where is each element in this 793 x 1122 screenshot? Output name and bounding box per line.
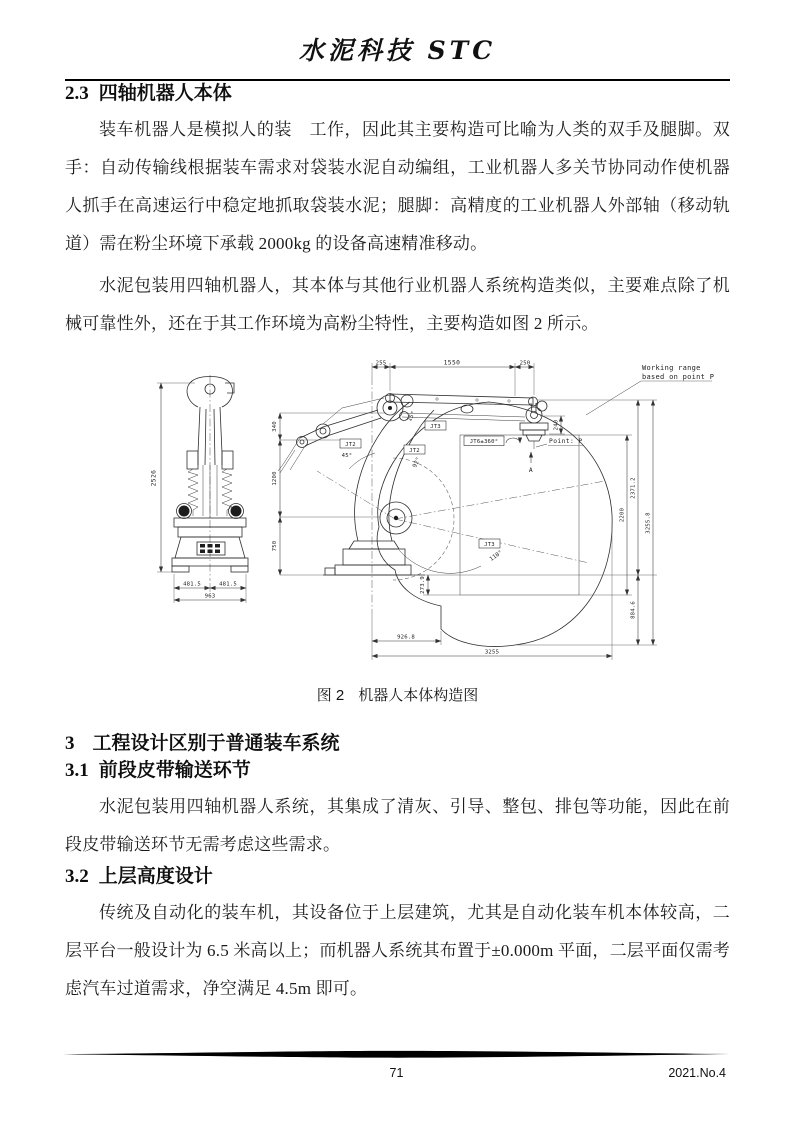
heading-3-2-number: 3.2 xyxy=(65,866,89,887)
dim-3255-8: 3255.8 xyxy=(645,512,652,534)
heading-2-3-title: 四轴机器人本体 xyxy=(98,83,232,104)
heading-2-3-number: 2.3 xyxy=(65,83,89,104)
label-jt2-right: JT2 xyxy=(409,448,420,454)
page-number: 71 xyxy=(389,1066,404,1080)
label-point-p: Point: P xyxy=(549,438,583,445)
paragraph-3-1: 水泥包装用四轴机器人系统，其集成了清灰、引导、整包、排包等功能，因此在前段皮带输送环节无需考虑这些需求。 xyxy=(65,797,730,854)
dim-750: 750 xyxy=(272,540,278,552)
side-view xyxy=(272,360,714,661)
label-angle-15: 15° xyxy=(406,410,418,423)
journal-title: 水泥科技 STC xyxy=(298,36,497,65)
label-angle-92: 92° xyxy=(412,456,423,469)
dim-1200: 1200 xyxy=(272,471,278,486)
robot-construction-diagram xyxy=(137,353,732,680)
working-area-box xyxy=(460,435,579,595)
heading-3 xyxy=(65,730,730,758)
heading-3-1-number: 3.1 xyxy=(65,760,89,781)
paragraph-3-2: 传统及自动化的装车机，其设备位于上层建筑，尤其是自动化装车机本体较高，二层平台一般设计为 6.5 米高以上；而机器人系统其布置于±0.000m 平面，二层平面仅需考虑汽车过道需求，净空满足 4.5m 即可。 xyxy=(65,903,731,998)
label-angle-45: 45° xyxy=(341,453,353,459)
working-range-label-line2: based on point P xyxy=(642,373,715,381)
front-view xyxy=(151,375,249,603)
heading-2-3 xyxy=(65,81,730,107)
paragraph-2-3-b: 水泥包装用四轴机器人，其本体与其他行业机器人系统构造类似，主要难点除了机械可靠性外，还在于其工作环境为高粉尘特性，主要构造如图 2 所示。 xyxy=(65,276,730,333)
dim-2371-2: 2371.2 xyxy=(630,477,637,499)
label-jt3-bottom: JT3 xyxy=(484,542,495,548)
dim-2200: 2200 xyxy=(619,507,626,523)
label-jt2-left: JT2 xyxy=(345,442,356,448)
dim-255: 255 xyxy=(375,360,387,367)
dim-250: 250 xyxy=(519,360,531,367)
heading-3-1 xyxy=(65,758,730,784)
dim-884-6: 884.6 xyxy=(630,601,637,619)
dim-340: 340 xyxy=(272,421,278,432)
paragraph-2-3-a: 装车机器人是模拟人的装 工作，因此其主要构造可比喻为人类的双手及腿脚。双手：自动传输线根据装车需求对袋装水泥自动编组，工业机器人多关节协同动作使机器人抓手在高速运行中稳定地抓取袋装水泥；腿脚：高精度的工业机器人外部轴（移动轨道）需在粉尘环境下承载 2000kg 的设备高速精准移动。 xyxy=(65,120,730,253)
dim-240: 240 xyxy=(553,419,560,431)
dim-273-9: 273.9 xyxy=(420,576,426,594)
dim-2526: 2526 xyxy=(150,469,158,487)
figure-caption xyxy=(65,686,730,706)
label-angle-110: 110° xyxy=(488,549,504,563)
heading-3-title: 工程设计区别于普通装车系统 xyxy=(92,733,340,754)
heading-3-2-title: 上层高度设计 xyxy=(98,866,213,887)
heading-3-2 xyxy=(65,864,730,890)
dim-481-5-right: 481.5 xyxy=(219,581,237,588)
issue-label: 2021.No.4 xyxy=(668,1066,726,1080)
dim-926-8: 926.8 xyxy=(397,634,415,641)
dim-963: 963 xyxy=(204,593,216,600)
label-jt3-top: JT3 xyxy=(430,424,441,430)
dim-3255: 3255 xyxy=(484,649,500,656)
heading-3-1-title: 前段皮带输送环节 xyxy=(98,760,251,781)
working-range-label-line1: Working range xyxy=(642,364,701,372)
dim-481-5-left: 481.5 xyxy=(183,581,201,588)
figure-caption-label: 图 2 xyxy=(316,687,345,704)
footer-row xyxy=(63,1066,730,1084)
dim-1550: 1550 xyxy=(443,359,461,367)
page-footer xyxy=(63,1046,730,1084)
label-jt6-360: JT6±360° xyxy=(469,439,499,445)
footer-rule xyxy=(63,1050,730,1059)
figure-caption-title: 机器人本体构造图 xyxy=(358,687,479,704)
figure-2-robot-drawing xyxy=(137,353,730,680)
label-point-a: A xyxy=(528,467,534,474)
heading-3-number: 3 xyxy=(65,733,75,754)
